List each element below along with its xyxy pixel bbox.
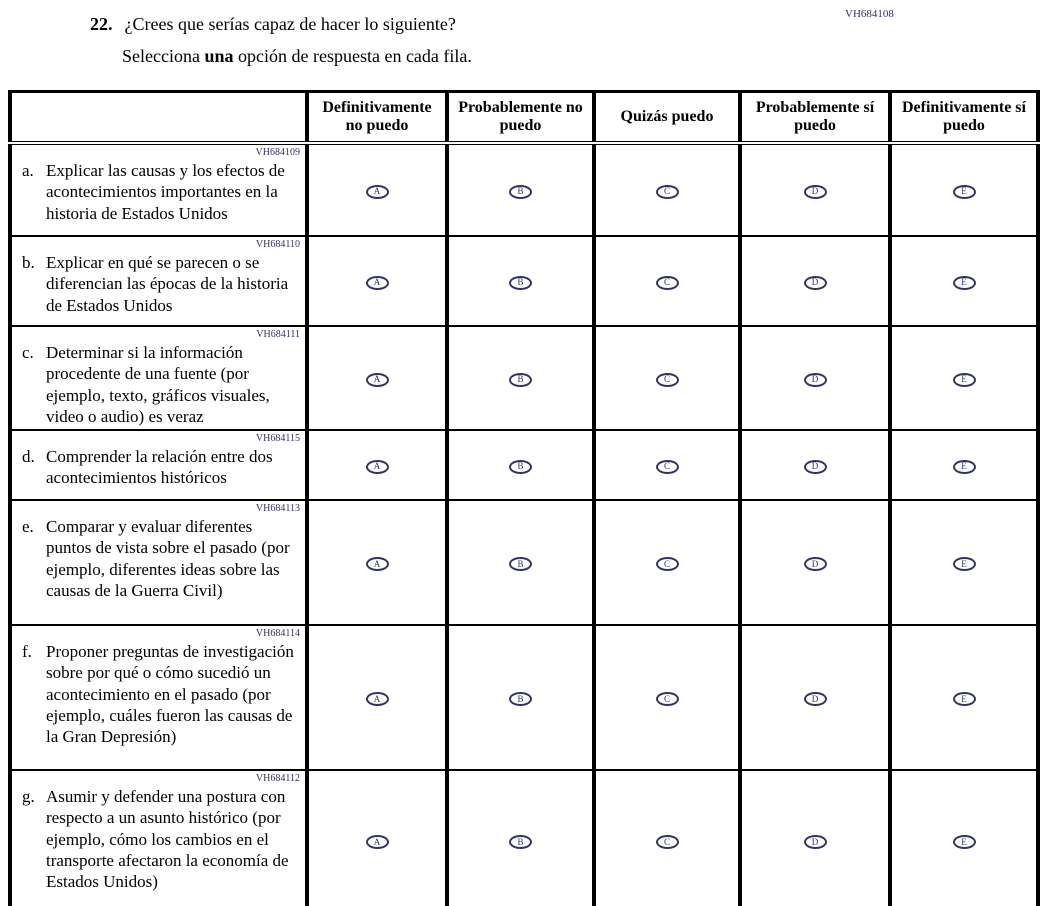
- bubble-letter: D: [811, 693, 819, 704]
- bubble-letter: B: [517, 836, 524, 847]
- option-cell: [594, 625, 740, 770]
- item-text: [12, 341, 305, 429]
- option-bubble-a[interactable]: [366, 557, 389, 571]
- option-bubble-a[interactable]: [366, 835, 389, 849]
- option-bubble-c[interactable]: [656, 835, 679, 849]
- item-label: Comprender la relación entre dos acontecimientos históricos: [46, 447, 273, 488]
- option-cell: [740, 143, 890, 236]
- bubble-letter: C: [663, 374, 670, 384]
- bubble-letter: D: [811, 186, 819, 196]
- bubble-letter: E: [961, 461, 967, 471]
- bubble-letter: E: [961, 836, 967, 847]
- option-bubble-c[interactable]: [656, 185, 679, 199]
- item-label: Asumir y defender una postura con respecto a un asunto histórico (por ejemplo, cómo los cambios en el transporte afectaron la economía de Estados Unidos): [46, 787, 289, 891]
- option-bubble-d[interactable]: [804, 835, 827, 849]
- option-bubble-e[interactable]: [953, 557, 976, 571]
- option-cell: [307, 500, 447, 625]
- option-cell: [890, 326, 1038, 430]
- table-row-d: [10, 430, 1038, 500]
- option-cell: [890, 770, 1038, 906]
- row-code: VH684110: [255, 239, 300, 250]
- column-header-quizas: Quizás puedo: [594, 92, 740, 144]
- option-cell: [890, 430, 1038, 500]
- bubble-letter: A: [373, 558, 381, 569]
- item-cell: [10, 143, 307, 236]
- option-bubble-d[interactable]: [804, 557, 827, 571]
- option-bubble-d[interactable]: [804, 692, 827, 706]
- bubble-letter: D: [811, 836, 819, 847]
- option-cell: [740, 326, 890, 430]
- option-bubble-a[interactable]: [366, 276, 389, 290]
- option-bubble-c[interactable]: [656, 557, 679, 571]
- item-cell: [10, 326, 307, 430]
- bubble-letter: B: [517, 558, 524, 569]
- item-label: Determinar si la información procedente de una fuente (por ejemplo, texto, gráficos visuales, video o audio) es veraz: [46, 343, 270, 426]
- bubble-letter: C: [663, 186, 670, 196]
- option-bubble-a[interactable]: [366, 185, 389, 199]
- option-bubble-b[interactable]: [509, 835, 532, 849]
- item-cell: [10, 236, 307, 326]
- question-number: 22.: [90, 14, 113, 34]
- option-cell: [740, 770, 890, 906]
- form-code: VH684108: [845, 8, 894, 20]
- column-header-probablemente-no: Probablemente no puedo: [447, 92, 594, 144]
- table-row-a: [10, 143, 1038, 236]
- bubble-letter: E: [961, 277, 967, 287]
- bubble-letter: E: [961, 558, 967, 569]
- option-cell: [447, 143, 594, 236]
- item-cell: [10, 430, 307, 500]
- bubble-letter: B: [517, 374, 524, 384]
- option-bubble-b[interactable]: [509, 557, 532, 571]
- bubble-letter: C: [663, 558, 670, 569]
- bubble-letter: E: [961, 374, 967, 384]
- option-bubble-a[interactable]: [366, 460, 389, 474]
- item-letter: b.: [22, 253, 35, 272]
- item-cell: [10, 500, 307, 625]
- option-cell: [307, 143, 447, 236]
- item-text: [12, 640, 305, 749]
- option-cell: [890, 625, 1038, 770]
- table-row-c: [10, 326, 1038, 430]
- instruction-bold: una: [204, 46, 234, 66]
- option-bubble-b[interactable]: [509, 373, 532, 387]
- option-bubble-e[interactable]: [953, 835, 976, 849]
- row-code: VH684113: [255, 503, 300, 514]
- bubble-letter: C: [663, 836, 670, 847]
- row-code: VH684114: [255, 628, 300, 639]
- option-bubble-c[interactable]: [656, 460, 679, 474]
- question-line: [90, 14, 456, 35]
- option-cell: [740, 500, 890, 625]
- option-cell: [307, 430, 447, 500]
- option-bubble-e[interactable]: [953, 373, 976, 387]
- item-letter: f.: [22, 642, 32, 661]
- item-text: [12, 445, 305, 491]
- bubble-letter: B: [517, 186, 524, 196]
- item-letter: g.: [22, 787, 35, 806]
- bubble-letter: B: [517, 277, 524, 287]
- option-bubble-d[interactable]: [804, 185, 827, 199]
- bubble-letter: A: [373, 374, 381, 384]
- bubble-letter: B: [517, 461, 524, 471]
- option-bubble-d[interactable]: [804, 460, 827, 474]
- option-cell: [594, 770, 740, 906]
- bubble-letter: A: [373, 186, 381, 196]
- column-header-definitivamente-no: Definitivamente no puedo: [307, 92, 447, 144]
- option-bubble-a[interactable]: [366, 373, 389, 387]
- option-bubble-c[interactable]: [656, 276, 679, 290]
- item-label: Explicar las causas y los efectos de acontecimientos importantes en la historia de Estados Unidos: [46, 161, 285, 223]
- option-cell: [740, 236, 890, 326]
- corner-cell: [10, 92, 307, 144]
- instruction-post: opción de respuesta en cada fila.: [233, 46, 472, 66]
- option-bubble-b[interactable]: [509, 185, 532, 199]
- option-cell: [594, 236, 740, 326]
- option-bubble-b[interactable]: [509, 692, 532, 706]
- response-matrix-table: [8, 90, 1040, 906]
- option-bubble-e[interactable]: [953, 276, 976, 290]
- option-bubble-e[interactable]: [953, 692, 976, 706]
- option-bubble-e[interactable]: [953, 185, 976, 199]
- bubble-letter: A: [373, 277, 381, 287]
- bubble-letter: B: [517, 693, 524, 704]
- instruction-line: [122, 46, 472, 67]
- option-bubble-d[interactable]: [804, 276, 827, 290]
- bubble-letter: C: [663, 693, 670, 704]
- item-text: [12, 515, 305, 603]
- bubble-letter: C: [663, 461, 670, 471]
- option-cell: [594, 430, 740, 500]
- row-code: VH684111: [256, 329, 300, 340]
- item-letter: e.: [22, 517, 34, 536]
- option-bubble-c[interactable]: [656, 692, 679, 706]
- option-cell: [890, 143, 1038, 236]
- option-bubble-d[interactable]: [804, 373, 827, 387]
- option-cell: [740, 430, 890, 500]
- option-cell: [307, 236, 447, 326]
- bubble-letter: E: [961, 186, 967, 196]
- option-cell: [307, 625, 447, 770]
- item-letter: a.: [22, 161, 34, 180]
- option-cell: [447, 326, 594, 430]
- bubble-letter: E: [961, 693, 967, 704]
- row-code: VH684112: [255, 773, 300, 784]
- table-row-e: [10, 500, 1038, 625]
- option-cell: [594, 326, 740, 430]
- option-cell: [307, 326, 447, 430]
- table-row-b: [10, 236, 1038, 326]
- option-cell: [594, 143, 740, 236]
- option-bubble-a[interactable]: [366, 692, 389, 706]
- bubble-letter: C: [663, 277, 670, 287]
- bubble-letter: D: [811, 461, 819, 471]
- item-letter: d.: [22, 447, 35, 466]
- item-label: Explicar en qué se parecen o se diferencian las épocas de la historia de Estados Unidos: [46, 253, 289, 315]
- item-label: Proponer preguntas de investigación sobre por qué o cómo sucedió un acontecimiento en el pasado (por ejemplo, cuáles fueron las causas de la Gran Depresión): [46, 642, 294, 746]
- question-text: ¿Crees que serías capaz de hacer lo siguiente?: [124, 14, 456, 34]
- item-text: [12, 785, 305, 894]
- item-cell: [10, 625, 307, 770]
- bubble-letter: A: [373, 461, 381, 471]
- row-code: VH684115: [255, 433, 300, 444]
- column-header-definitivamente-si: Definitivamente sí puedo: [890, 92, 1038, 144]
- option-bubble-e[interactable]: [953, 460, 976, 474]
- column-header-probablemente-si: Probablemente sí puedo: [740, 92, 890, 144]
- item-cell: [10, 770, 307, 906]
- option-cell: [447, 236, 594, 326]
- option-cell: [447, 770, 594, 906]
- option-cell: [594, 500, 740, 625]
- option-bubble-b[interactable]: [509, 460, 532, 474]
- bubble-letter: D: [811, 374, 819, 384]
- item-label: Comparar y evaluar diferentes puntos de vista sobre el pasado (por ejemplo, diferentes ideas sobre las causas de la Guerra Civil): [46, 517, 290, 600]
- bubble-letter: A: [373, 836, 381, 847]
- option-bubble-c[interactable]: [656, 373, 679, 387]
- option-cell: [447, 625, 594, 770]
- option-bubble-b[interactable]: [509, 276, 532, 290]
- option-cell: [890, 500, 1038, 625]
- bubble-letter: A: [373, 693, 381, 704]
- option-cell: [447, 430, 594, 500]
- option-cell: [307, 770, 447, 906]
- header-row: [10, 92, 1038, 144]
- bubble-letter: D: [811, 558, 819, 569]
- option-cell: [447, 500, 594, 625]
- item-letter: c.: [22, 343, 34, 362]
- table-row-g: [10, 770, 1038, 906]
- option-cell: [890, 236, 1038, 326]
- option-cell: [740, 625, 890, 770]
- item-text: [12, 251, 305, 318]
- item-text: [12, 159, 305, 226]
- row-code: VH684109: [255, 147, 300, 158]
- bubble-letter: D: [811, 277, 819, 287]
- instruction-pre: Selecciona: [122, 46, 205, 66]
- table-row-f: [10, 625, 1038, 770]
